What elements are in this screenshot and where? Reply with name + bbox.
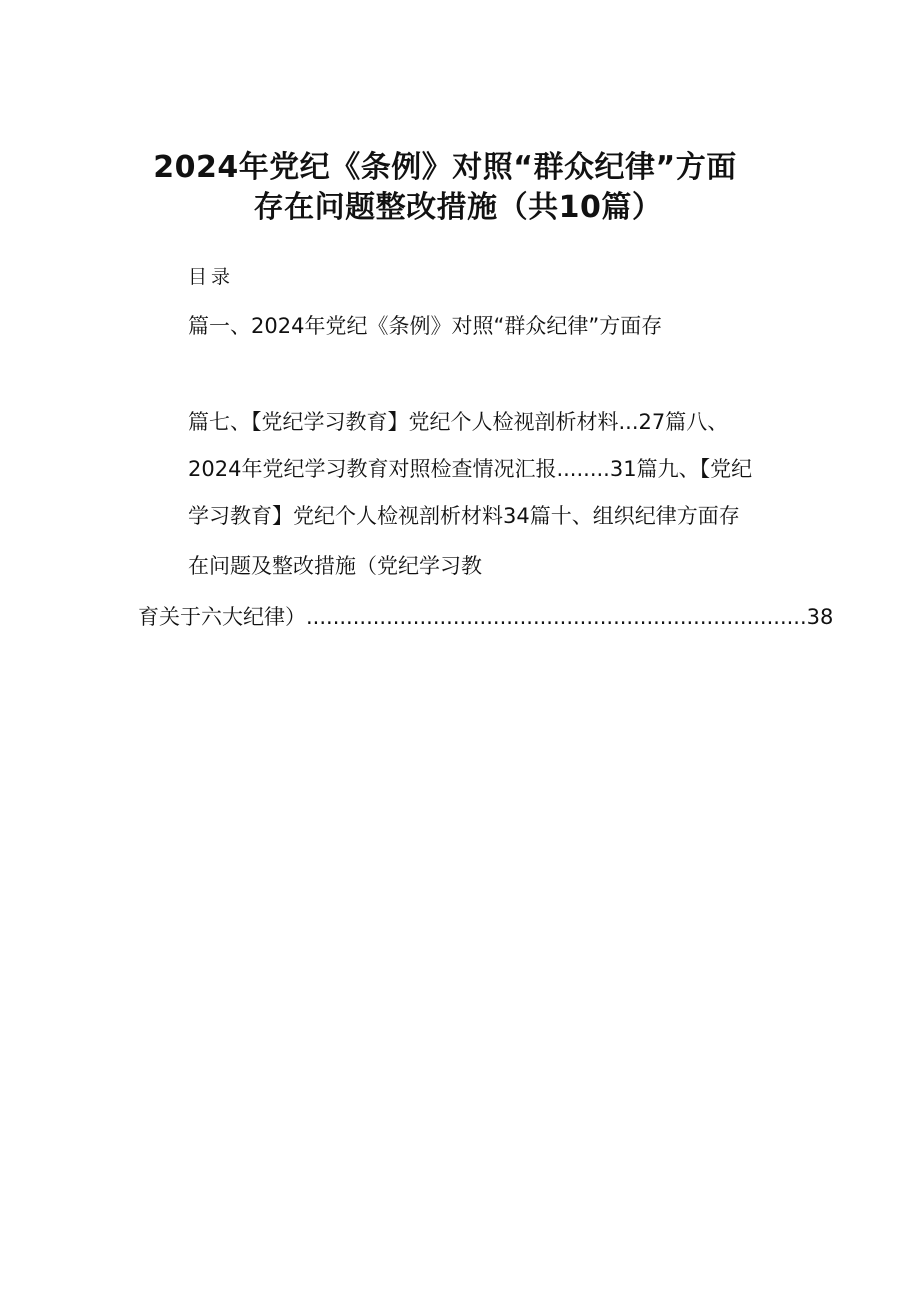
toc-line: 2024年党纪学习教育对照检查情况汇报........31篇九、【党纪 [188, 457, 753, 481]
toc-line: 在问题及整改措施（党纪学习教 [188, 554, 482, 578]
toc-line: 篇七、【党纪学习教育】党纪个人检视剖析材料...27篇八、 [188, 410, 729, 434]
toc-heading: 目录 [188, 266, 235, 288]
document-title-line-2: 存在问题整改措施（共10篇） [253, 190, 663, 225]
toc-line: 学习教育】党纪个人检视剖析材料34篇十、组织纪律方面存 [188, 504, 740, 528]
toc-line: 育关于六大纪律）...........................................................................38 [138, 605, 834, 629]
document-title-line-1: 2024年党纪《条例》对照“群众纪律”方面 [153, 150, 737, 185]
toc-line: 篇一、2024年党纪《条例》对照“群众纪律”方面存 [188, 314, 663, 338]
